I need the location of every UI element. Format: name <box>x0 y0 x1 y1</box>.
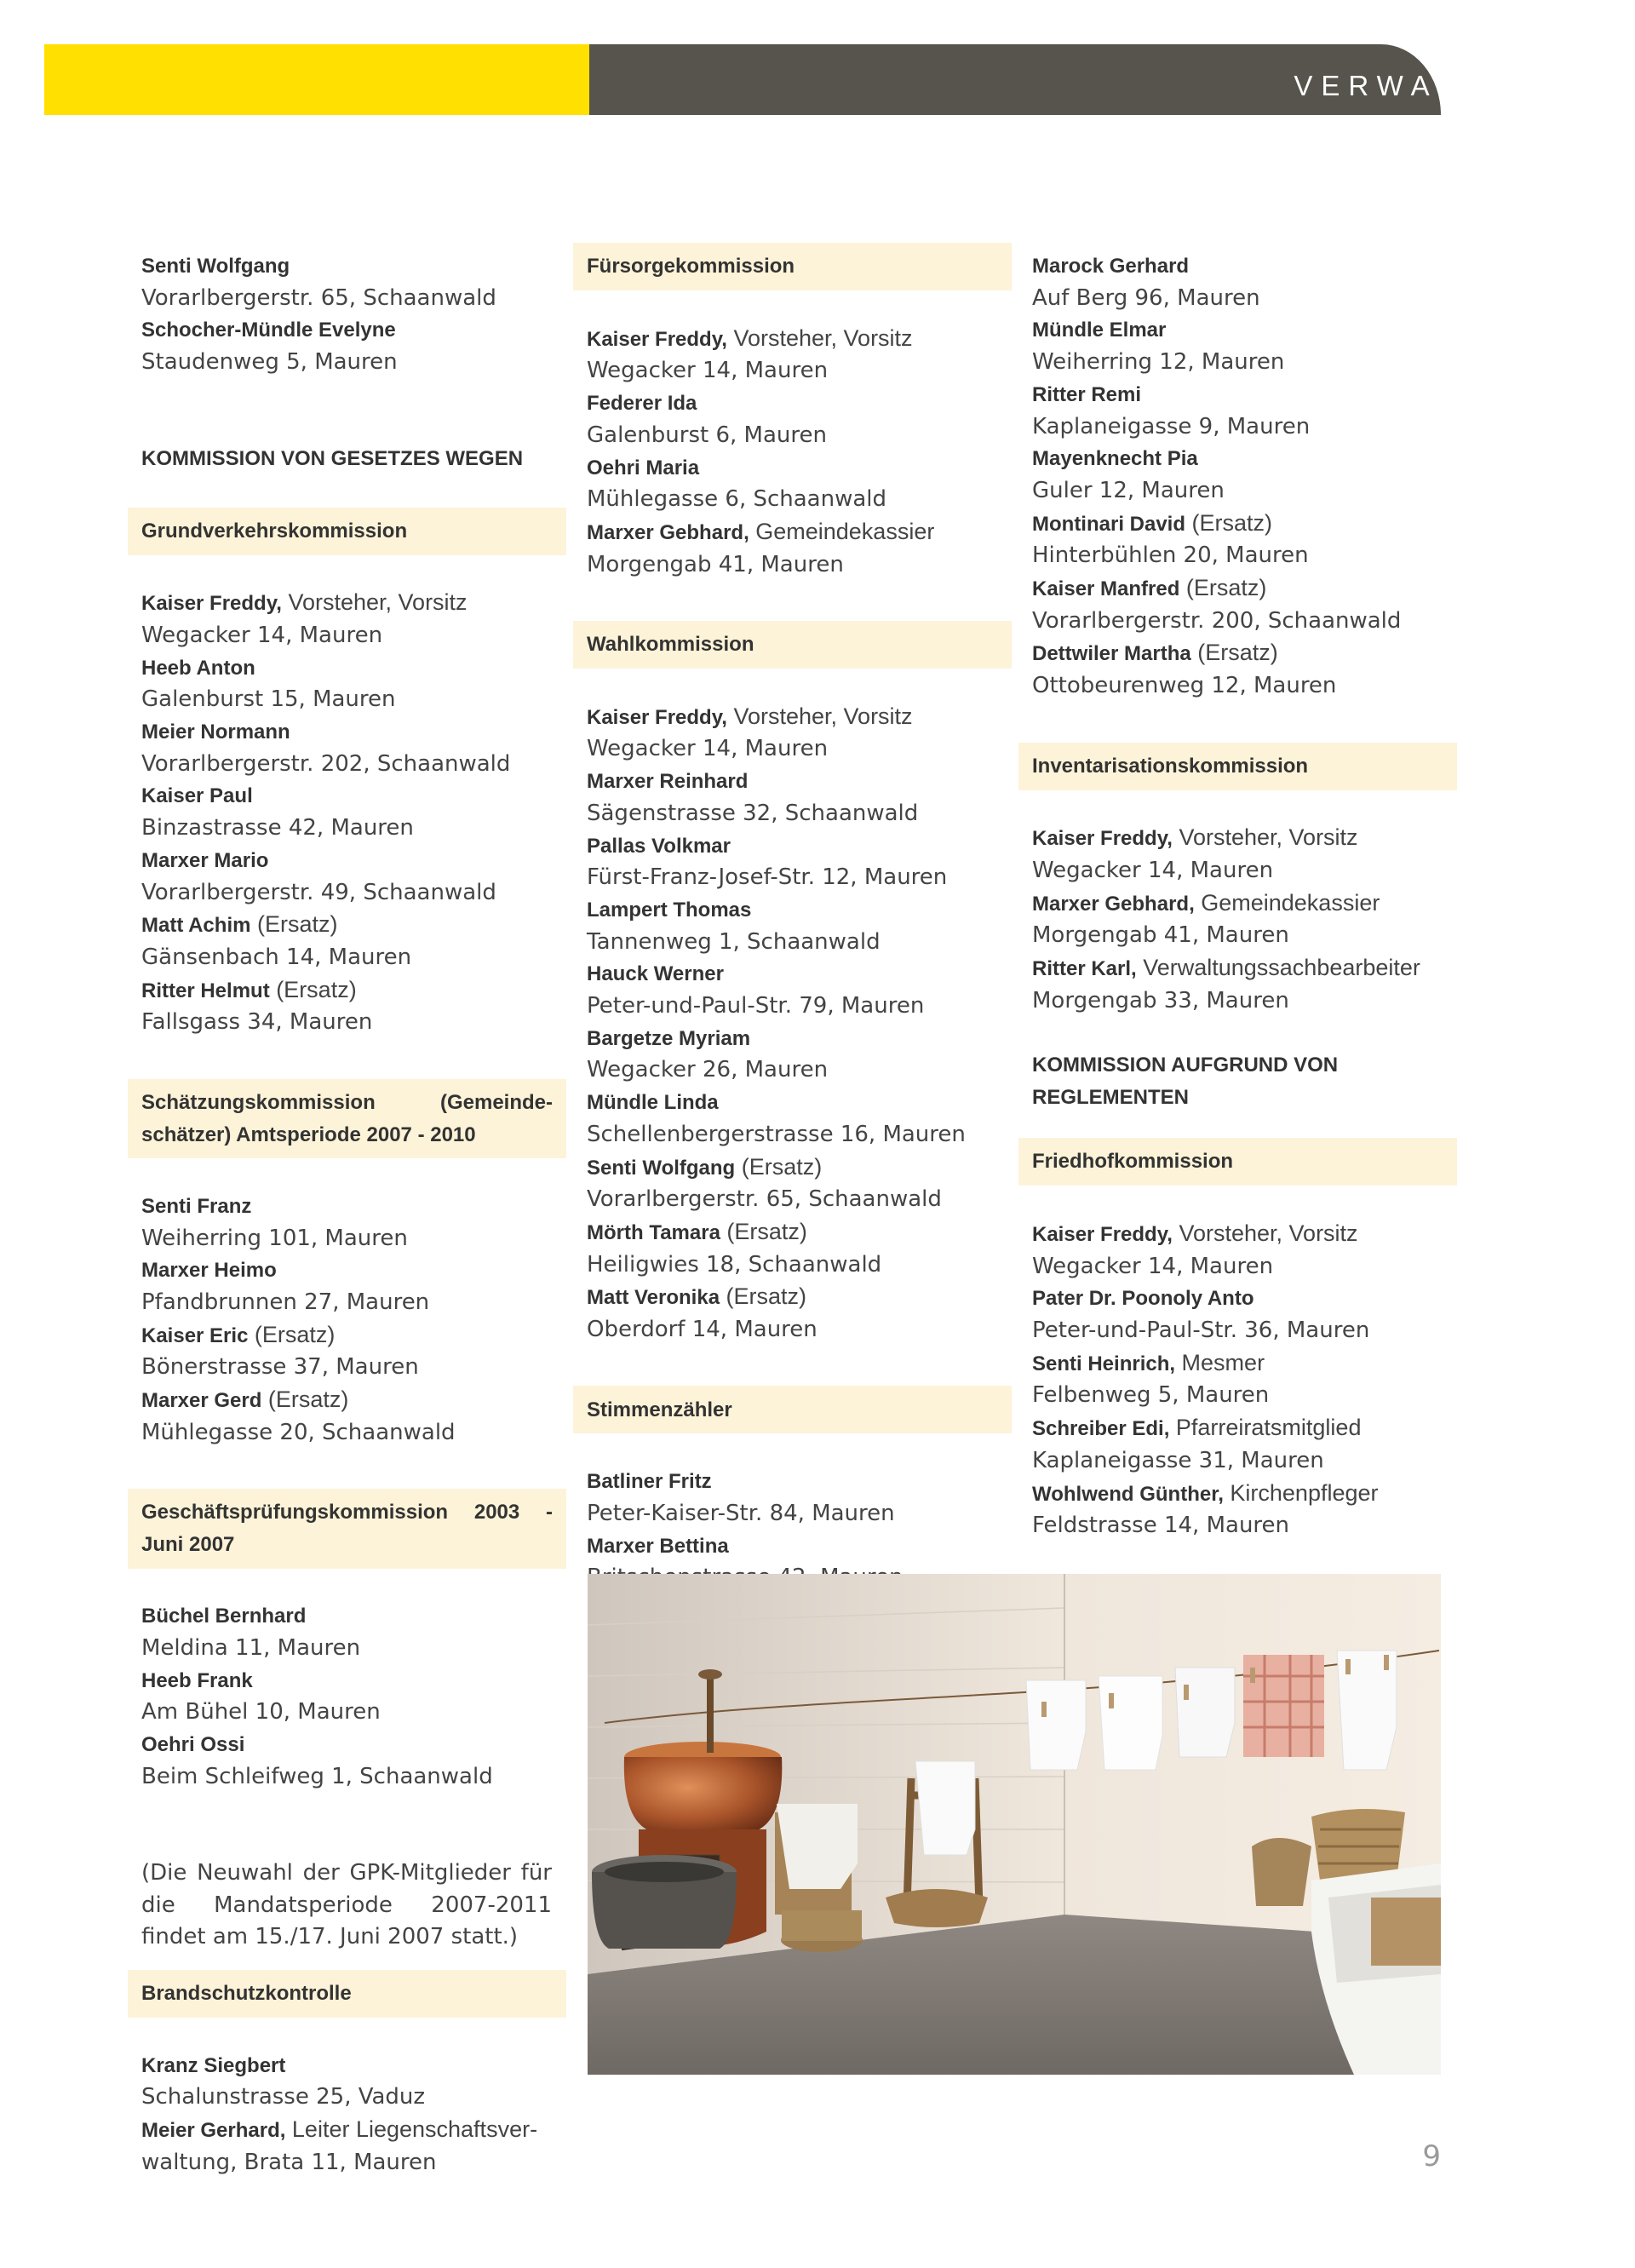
member-entry <box>141 716 566 780</box>
commission-heading <box>128 508 566 555</box>
member-entry <box>141 1600 566 1664</box>
member-address: Peter-und-Paul-Str. 79, Mauren <box>587 993 925 1019</box>
commission-title: Wahlkommission <box>587 633 754 657</box>
member-name-text: Lampert Thomas <box>587 898 752 922</box>
member-entry <box>587 958 1012 1022</box>
member-entry <box>1032 1218 1457 1283</box>
member-name-text: Schocher-Mündle Evelyne <box>141 319 396 342</box>
member-name <box>587 1281 1012 1314</box>
member-address: Guler 12, Mauren <box>1032 477 1225 503</box>
member-entry <box>141 587 566 652</box>
member-name-text: Pater Dr. Poonoly Anto <box>1032 1287 1254 1311</box>
member-name <box>141 1191 566 1223</box>
member-entry <box>587 1151 1012 1216</box>
member-address: Vorarlbergerstr. 200, Schaanwald <box>1032 607 1402 634</box>
member-address: Beim Schleifweg 1, Schaanwald <box>141 1763 493 1789</box>
member-address: Vorarlbergerstr. 49, Schaanwald <box>141 879 496 905</box>
member-entry <box>1032 572 1457 637</box>
member-name-text: Oehri Maria <box>587 456 700 479</box>
entry-group <box>1018 1218 1457 1575</box>
member-address: Heiligwies 18, Schaanwald <box>587 1251 882 1278</box>
member-entry <box>1032 1478 1457 1542</box>
member-name-text: Marxer Gerd <box>141 1389 262 1413</box>
member-address: Schalunstrasse 25, Vaduz <box>141 2084 426 2110</box>
member-name <box>587 1216 1012 1249</box>
member-entry <box>587 1281 1012 1346</box>
member-name <box>1032 314 1457 347</box>
member-name-text: Kranz Siegbert <box>141 2053 286 2077</box>
member-name <box>587 1530 1012 1563</box>
member-role: Verwaltungssachbearbeiter <box>1136 955 1420 981</box>
member-name <box>1032 379 1457 411</box>
member-address: Am Bühel 10, Mauren <box>141 1699 381 1725</box>
member-name-text: Schreiber Edi, <box>1032 1417 1170 1441</box>
member-name-text: Matt Achim <box>141 914 251 938</box>
member-entry <box>141 314 566 378</box>
member-name <box>141 2050 566 2082</box>
member-entry <box>587 1216 1012 1281</box>
member-name <box>587 1466 1012 1498</box>
member-name <box>141 716 566 749</box>
member-address: Sägenstrasse 32, Schaanwald <box>587 800 919 826</box>
member-name-text: Kaiser Manfred <box>1032 577 1180 601</box>
member-name <box>587 958 1012 990</box>
entry-group <box>1018 250 1457 735</box>
member-name-text: Mündle Elmar <box>1032 319 1167 342</box>
entry-group <box>1018 822 1457 1049</box>
member-address: Peter-Kaiser-Str. 84, Mauren <box>587 1500 895 1526</box>
member-address: waltung, Brata 11, Mauren <box>141 2149 437 2175</box>
member-name-text: Batliner Fritz <box>587 1470 712 1494</box>
member-name-text: Marxer Mario <box>141 848 269 872</box>
member-entry <box>141 845 566 909</box>
member-role: Pfarreiratsmitglied <box>1169 1415 1362 1441</box>
member-name <box>1032 637 1457 670</box>
member-name <box>1032 508 1457 541</box>
member-role: (Ersatz) <box>1185 509 1273 536</box>
member-name <box>1032 952 1457 985</box>
member-address: Morgengab 41, Mauren <box>1032 922 1289 949</box>
member-name-text: Kaiser Eric <box>141 1323 249 1347</box>
member-entry <box>141 1384 566 1449</box>
laundry-room-photo <box>588 1574 1441 2075</box>
member-entry <box>1032 250 1457 314</box>
entry-group <box>128 2050 566 2212</box>
member-address: Feldstrasse 14, Mauren <box>1032 1513 1290 1539</box>
member-name <box>587 766 1012 798</box>
member-name <box>141 587 566 620</box>
member-name <box>1032 250 1457 283</box>
member-entry <box>1032 822 1457 887</box>
member-address: Vorarlbergerstr. 202, Schaanwald <box>141 750 511 777</box>
member-entry <box>587 323 1012 388</box>
member-name-text: Federer Ida <box>587 392 697 416</box>
member-name-text: Kaiser Freddy, <box>587 327 727 351</box>
commission-heading <box>573 621 1012 669</box>
member-role: (Ersatz) <box>269 976 357 1002</box>
column-middle <box>573 250 1012 1627</box>
member-role: (Ersatz) <box>1179 575 1267 601</box>
commission-title: Stimmenzähler <box>587 1398 732 1421</box>
member-name-text: Dettwiler Martha <box>1032 642 1191 666</box>
member-name <box>1032 887 1457 921</box>
member-name <box>587 894 1012 927</box>
member-address: Fallsgass 34, Mauren <box>141 1009 373 1036</box>
member-address: Fürst-Franz-Josef-Str. 12, Mauren <box>587 864 948 891</box>
commission-title: Brandschutzkontrolle <box>141 1982 352 2006</box>
member-name <box>587 701 1012 734</box>
commission-title: Grundverkehrskommission <box>141 519 408 543</box>
member-role: (Ersatz) <box>248 1321 336 1347</box>
member-address: Morgengab 33, Mauren <box>1032 987 1289 1013</box>
commission-title: Friedhofkommission <box>1032 1150 1234 1174</box>
member-name-text: Senti Franz <box>141 1194 252 1218</box>
member-entry <box>141 1665 566 1729</box>
member-name <box>587 1087 1012 1119</box>
member-address: Peter-und-Paul-Str. 36, Mauren <box>1032 1318 1370 1344</box>
member-name <box>141 2114 566 2147</box>
member-role: Vorsteher, Vorsitz <box>726 703 913 729</box>
commission-title: Fürsorgekommission <box>587 255 795 278</box>
group-heading: KOMMISSION VON GESETZES WEGEN <box>141 447 524 471</box>
member-name-text: Kaiser Freddy, <box>587 705 727 729</box>
member-role: Mesmer <box>1175 1349 1265 1375</box>
member-entry <box>141 1255 566 1318</box>
member-name-text: Mayenknecht Pia <box>1032 447 1198 471</box>
member-address: Auf Berg 96, Mauren <box>1032 284 1260 311</box>
member-address: Wegacker 14, Mauren <box>1032 1253 1274 1279</box>
member-name-text: Marxer Gebhard, <box>587 520 749 544</box>
member-entry <box>587 1023 1012 1087</box>
member-name <box>1032 1218 1457 1251</box>
member-address: Ottobeurenweg 12, Mauren <box>1032 673 1337 699</box>
member-role: Vorsteher, Vorsitz <box>281 589 468 616</box>
member-role: Vorsteher, Vorsitz <box>1172 1220 1358 1246</box>
member-address: Wegacker 14, Mauren <box>587 736 829 762</box>
member-entry <box>141 1319 566 1384</box>
member-entry <box>1032 1412 1457 1477</box>
member-entry <box>1032 443 1457 507</box>
commission-heading <box>128 1079 566 1158</box>
member-role: (Ersatz) <box>720 1218 807 1244</box>
member-name <box>141 1729 566 1761</box>
member-name <box>141 974 566 1008</box>
member-entry <box>141 2050 566 2114</box>
member-address: Vorarlbergerstr. 65, Schaanwald <box>587 1186 942 1213</box>
member-name <box>141 1255 566 1287</box>
member-address: Weiherring 101, Mauren <box>141 1225 408 1251</box>
group-heading: KOMMISSION AUFGRUND VON REGLEMENTEN <box>1032 1054 1339 1109</box>
gpk-note: (Die Neuwahl der GPK-Mitglieder für die Mandatsperiode 2007-2011 findet am 15./17. Juni 2007 statt.) <box>141 1859 552 1950</box>
commission-heading <box>573 243 1012 290</box>
member-role: Leiter Liegenschaftsver- <box>285 2116 538 2143</box>
page-number: 9 <box>1422 2139 1441 2173</box>
member-name-text: Oehri Ossi <box>141 1733 245 1757</box>
member-address: Binzastrasse 42, Mauren <box>141 815 414 841</box>
member-name-text: Kaiser Freddy, <box>1032 827 1173 851</box>
header-yellow-band <box>44 44 589 115</box>
commission-heading <box>128 1970 566 2018</box>
member-entry <box>1032 952 1457 1017</box>
commission-title: Schätzungskommission (Gemeinde-schätzer) Amtsperiode 2007 - 2010 <box>141 1090 553 1146</box>
member-name-text: Pallas Volkmar <box>587 834 731 858</box>
member-name-text: Bargetze Myriam <box>587 1026 751 1050</box>
member-name <box>1032 572 1457 606</box>
member-role: (Ersatz) <box>250 911 338 938</box>
member-name <box>587 323 1012 356</box>
member-entry <box>587 452 1012 516</box>
member-name-text: Heeb Anton <box>141 656 255 680</box>
member-address: Kaplaneigasse 9, Mauren <box>1032 413 1311 439</box>
member-entry <box>1032 887 1457 952</box>
commission-title: Geschäftsprüfungskommission 2003 - Juni 2007 <box>141 1501 553 1556</box>
member-name-text: Mündle Linda <box>587 1091 719 1115</box>
member-name-text: Montinari David <box>1032 512 1186 536</box>
member-address: Tannenweg 1, Schaanwald <box>587 928 881 955</box>
member-name-text: Kaiser Freddy, <box>141 592 282 616</box>
member-role: (Ersatz) <box>735 1153 823 1180</box>
member-role: (Ersatz) <box>720 1283 807 1310</box>
commission-heading <box>128 1489 566 1568</box>
member-address: Mühlegasse 6, Schaanwald <box>587 486 887 513</box>
member-address: Kaplaneigasse 31, Mauren <box>1032 1447 1324 1473</box>
member-address: Hinterbühlen 20, Mauren <box>1032 543 1309 569</box>
member-name <box>587 1023 1012 1055</box>
member-name <box>1032 1347 1457 1381</box>
member-name-text: Meier Gerhard, <box>141 2119 286 2143</box>
member-name-text: Ritter Karl, <box>1032 957 1137 981</box>
entry-group <box>573 701 1012 1379</box>
member-role: (Ersatz) <box>1190 640 1278 666</box>
member-name <box>1032 822 1457 855</box>
entry-group <box>128 1191 566 1481</box>
member-name <box>141 780 566 812</box>
member-name-text: Marock Gerhard <box>1032 255 1190 278</box>
member-name-text: Matt Veronika <box>587 1286 720 1310</box>
member-address: Schellenbergerstrasse 16, Mauren <box>587 1121 966 1147</box>
member-entry <box>587 388 1012 451</box>
member-name <box>141 909 566 942</box>
member-address: Oberdorf 14, Mauren <box>587 1317 818 1343</box>
member-entry <box>141 974 566 1039</box>
member-name <box>141 314 566 347</box>
member-address: Morgengab 41, Mauren <box>587 551 844 577</box>
section-title: VERWALTUNG <box>1294 70 1574 101</box>
member-role: Gemeindekassier <box>1194 889 1380 916</box>
member-entry <box>1032 637 1457 702</box>
entry-group <box>128 587 566 1071</box>
entry-group <box>128 1600 566 1825</box>
member-address: Weiherring 12, Mauren <box>1032 349 1285 376</box>
member-name <box>587 452 1012 485</box>
member-name <box>141 845 566 877</box>
commission-heading <box>1018 1138 1457 1186</box>
member-address: Wegacker 14, Mauren <box>141 622 383 648</box>
member-address: Galenburst 15, Mauren <box>141 686 396 713</box>
member-name-text: Mörth Tamara <box>587 1220 720 1244</box>
member-address: Wegacker 14, Mauren <box>587 358 829 384</box>
column-right <box>1018 250 1457 1575</box>
member-name <box>587 516 1012 549</box>
commission-heading <box>1018 743 1457 790</box>
entry-group <box>573 323 1012 613</box>
member-entry <box>587 701 1012 766</box>
member-name-text: Marxer Reinhard <box>587 770 749 794</box>
member-entry <box>587 830 1012 894</box>
member-name-text: Kaiser Freddy, <box>1032 1222 1173 1246</box>
member-address: Staudenweg 5, Mauren <box>141 349 398 376</box>
member-role: Kirchenpfleger <box>1223 1479 1379 1506</box>
member-entry <box>587 1087 1012 1151</box>
member-address: Mühlegasse 20, Schaanwald <box>141 1419 456 1445</box>
member-entry <box>1032 314 1457 378</box>
member-name-text: Senti Wolfgang <box>141 255 290 278</box>
member-entry <box>587 894 1012 958</box>
member-name <box>141 1600 566 1633</box>
member-address: Gänsenbach 14, Mauren <box>141 945 412 970</box>
member-name-text: Kaiser Paul <box>141 784 253 808</box>
member-address: Bönerstrasse 37, Mauren <box>141 1354 419 1381</box>
member-entry <box>141 652 566 716</box>
member-address: Meldina 11, Mauren <box>141 1635 361 1661</box>
member-name <box>1032 443 1457 475</box>
member-name-text: Wohlwend Günther, <box>1032 1482 1224 1506</box>
member-address: Wegacker 14, Mauren <box>1032 857 1274 883</box>
member-name <box>141 652 566 685</box>
member-entry <box>141 909 566 973</box>
member-entry <box>141 1191 566 1255</box>
member-entry <box>141 250 566 314</box>
member-name <box>587 1151 1012 1185</box>
member-entry <box>141 2114 566 2179</box>
member-entry <box>1032 1347 1457 1412</box>
member-name-text: Ritter Remi <box>1032 382 1142 406</box>
member-entry <box>587 766 1012 830</box>
member-name <box>141 250 566 283</box>
member-name <box>1032 1412 1457 1445</box>
member-name <box>141 1665 566 1697</box>
member-entry <box>587 516 1012 581</box>
member-name-text: Heeb Frank <box>141 1668 253 1692</box>
member-name-text: Meier Normann <box>141 721 290 744</box>
member-name-text: Marxer Heimo <box>141 1259 277 1283</box>
member-name <box>1032 1478 1457 1511</box>
member-entry <box>141 1729 566 1793</box>
member-name <box>141 1384 566 1417</box>
member-name-text: Marxer Gebhard, <box>1032 892 1195 916</box>
member-name-text: Ritter Helmut <box>141 979 270 1002</box>
column-left <box>128 250 566 2211</box>
commission-title: Inventarisationskommission <box>1032 754 1309 778</box>
member-role: Vorsteher, Vorsitz <box>726 324 913 351</box>
member-role: (Ersatz) <box>261 1387 349 1413</box>
member-name <box>1032 1283 1457 1315</box>
member-entry <box>141 780 566 844</box>
member-entry <box>587 1466 1012 1530</box>
member-address: Felbenweg 5, Mauren <box>1032 1382 1270 1409</box>
member-name-text: Hauck Werner <box>587 962 724 986</box>
member-address: Galenburst 6, Mauren <box>587 422 827 448</box>
member-address: Pfandbrunnen 27, Mauren <box>141 1289 430 1315</box>
member-address: Wegacker 26, Mauren <box>587 1057 829 1083</box>
member-entry <box>1032 508 1457 572</box>
member-name-text: Senti Wolfgang <box>587 1156 736 1180</box>
member-name <box>587 388 1012 420</box>
member-name <box>587 830 1012 863</box>
member-name-text: Marxer Bettina <box>587 1534 729 1558</box>
member-entry <box>1032 379 1457 443</box>
member-address: Vorarlbergerstr. 65, Schaanwald <box>141 284 496 311</box>
member-role: Gemeindekassier <box>749 518 935 544</box>
member-name-text: Senti Heinrich, <box>1032 1352 1176 1375</box>
member-entry <box>1032 1283 1457 1346</box>
member-name <box>141 1319 566 1352</box>
member-name-text: Büchel Bernhard <box>141 1605 307 1628</box>
member-role: Vorsteher, Vorsitz <box>1172 824 1358 851</box>
entry-group <box>128 250 566 411</box>
commission-heading <box>573 1386 1012 1433</box>
